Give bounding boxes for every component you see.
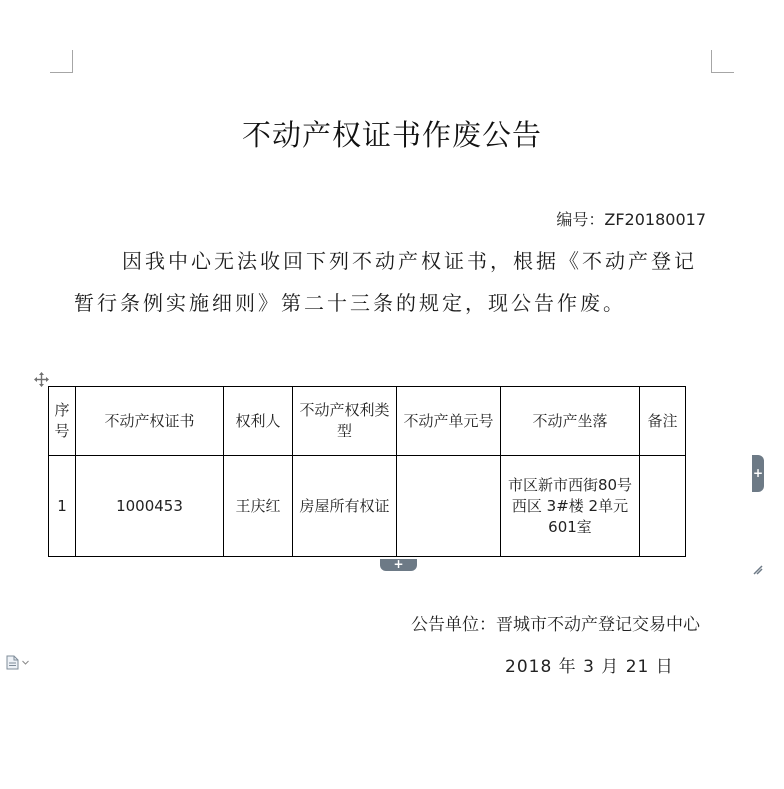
table-resize-handle[interactable] — [753, 560, 763, 570]
issue-date — [505, 652, 674, 677]
document-title: 不动产权证书作废公告 — [241, 118, 542, 152]
cell-right-type[interactable]: 房屋所有权证 — [293, 456, 397, 557]
add-row-button[interactable]: + — [380, 559, 417, 571]
document-number-label: 编号： — [556, 210, 605, 229]
document-number — [556, 207, 706, 230]
page-margin-corner-top-right — [711, 50, 734, 73]
cell-certificate[interactable]: 1000453 — [76, 456, 224, 557]
header-remarks[interactable]: 备注 — [640, 387, 686, 456]
cell-location[interactable]: 市区新市西街80号西区 3#楼 2单元601室 — [501, 456, 640, 557]
body-paragraph: 因我中心无法收回下列不动产权证书，根据《不动产登记暂行条例实施细则》第二十三条的规定，现公告作废。 — [74, 249, 697, 315]
paste-options-icon — [6, 655, 19, 670]
move-arrows-icon[interactable] — [34, 372, 49, 387]
cell-seq[interactable]: 1 — [49, 456, 76, 557]
certificate-table — [48, 386, 686, 557]
document-number-value: ZF20180017 — [604, 210, 706, 229]
issuer-org: 晋城市不动产登记交易中心 — [496, 615, 700, 635]
header-location[interactable]: 不动产坐落 — [501, 387, 640, 456]
cell-remarks[interactable] — [640, 456, 686, 557]
issue-date-text: 2018 年 3 月 21 日 — [505, 657, 674, 677]
table-row — [49, 456, 686, 557]
header-certificate[interactable]: 不动产权证书 — [76, 387, 224, 456]
page-margin-corner-top-left — [50, 50, 73, 73]
header-holder[interactable]: 权利人 — [224, 387, 293, 456]
header-seq[interactable]: 序号 — [49, 387, 76, 456]
paste-options-button[interactable] — [6, 655, 29, 670]
issuer-signature — [411, 610, 700, 635]
table-header-row — [49, 387, 686, 456]
issuer-label: 公告单位： — [411, 615, 496, 635]
header-right-type[interactable]: 不动产权利类型 — [293, 387, 397, 456]
cell-unit-no[interactable] — [397, 456, 501, 557]
header-unit-no[interactable]: 不动产单元号 — [397, 387, 501, 456]
add-column-button[interactable]: + — [752, 455, 764, 492]
cell-holder[interactable]: 王庆红 — [224, 456, 293, 557]
chevron-down-icon — [22, 660, 29, 665]
